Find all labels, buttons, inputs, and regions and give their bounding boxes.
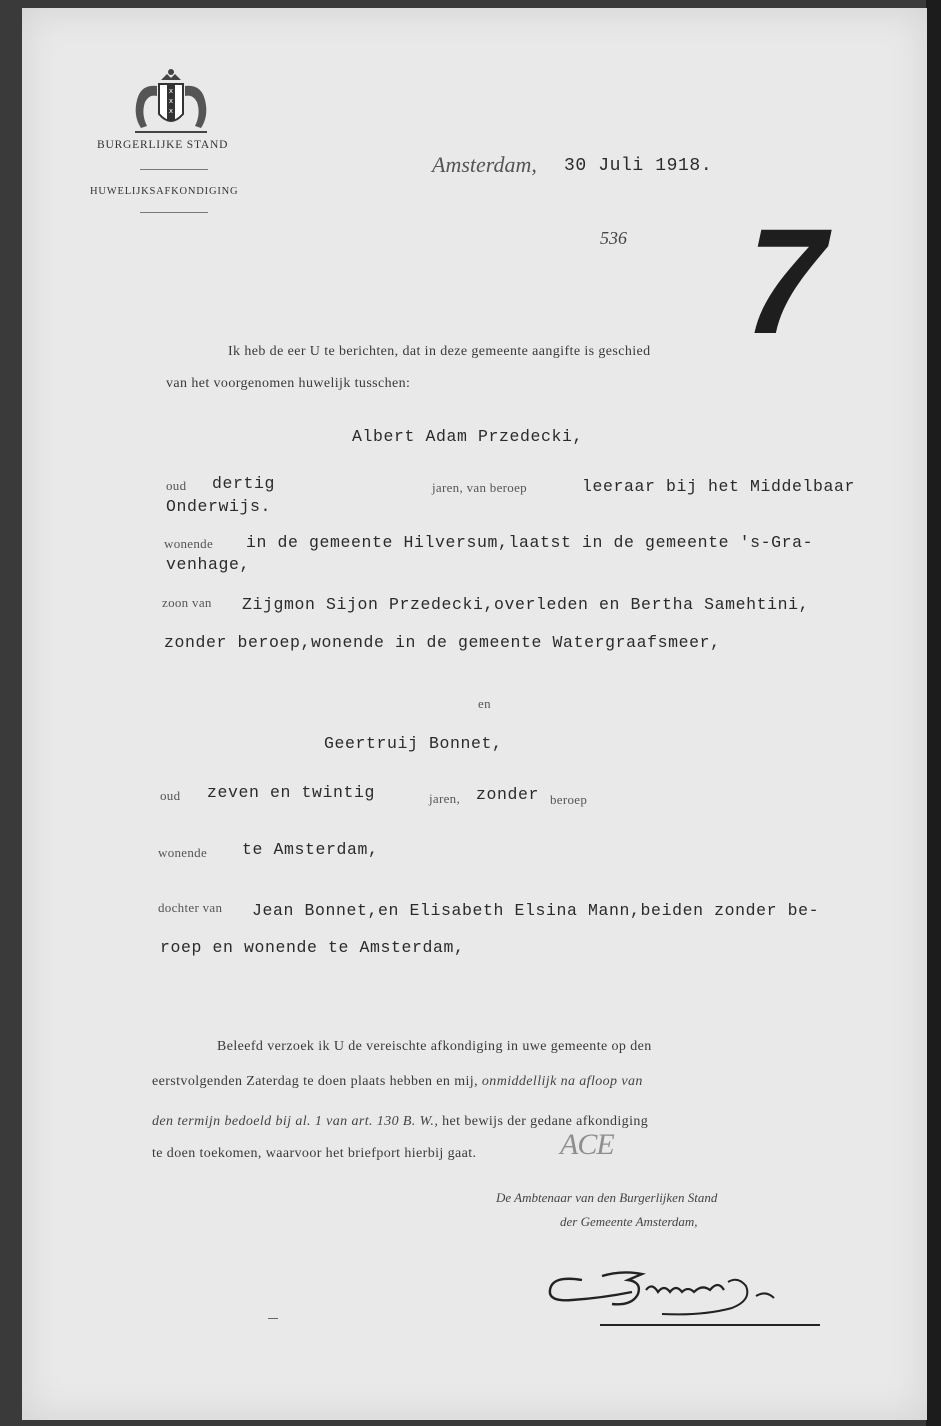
groom-age-label: oud bbox=[166, 478, 187, 493]
groom-profession-cont: Onderwijs. bbox=[166, 497, 272, 516]
conjunction: en bbox=[478, 696, 491, 711]
place-name: Amsterdam, bbox=[432, 152, 537, 177]
groom-residence-label: wonende bbox=[164, 536, 214, 551]
groom-parents-cont: zonder beroep,wonende in de gemeente Watergraafsmeer, bbox=[164, 633, 721, 652]
request-line-2-text: eerstvolgenden Zaterdag te doen plaats hebben en mij, bbox=[152, 1074, 478, 1089]
footer-mark bbox=[268, 1318, 278, 1319]
bride-residence: te Amsterdam, bbox=[242, 840, 379, 859]
request-line-3-text: het bewijs der gedane afkondiging bbox=[442, 1114, 649, 1129]
signature-title-1: De Ambtenaar van den Burgerlijken Stand bbox=[496, 1190, 718, 1205]
bride-years-label: jaren, bbox=[429, 791, 461, 806]
request-line-4: te doen toekomen, waarvoor het briefport hierbij gaat. bbox=[152, 1146, 477, 1161]
bride-age-label: oud bbox=[160, 788, 181, 803]
groom-profession-label: jaren, van beroep bbox=[432, 480, 527, 495]
intro-line-2: van het voorgenomen huwelijk tusschen: bbox=[166, 376, 411, 391]
letterhead-divider bbox=[140, 169, 208, 170]
svg-text:x: x bbox=[168, 97, 174, 105]
bride-parents-label: dochter van bbox=[158, 900, 223, 915]
letter-date: 30 Juli 1918. bbox=[564, 156, 713, 176]
paper-edge-shadow bbox=[926, 0, 941, 1426]
groom-parents: Zijgmon Sijon Przedecki,overleden en Bertha Samehtini, bbox=[242, 595, 810, 614]
letterhead-divider-2 bbox=[140, 212, 208, 213]
reference-number: 536 bbox=[600, 228, 627, 248]
handwritten-signature bbox=[542, 1260, 782, 1330]
document-page bbox=[22, 8, 927, 1420]
margin-number: 7 bbox=[726, 197, 846, 365]
department-title: HUWELIJKSAFKONDIGING bbox=[90, 186, 239, 197]
svg-text:x: x bbox=[168, 107, 174, 115]
request-line-3-italic: den termijn bedoeld bij al. 1 van art. 130 B. W., bbox=[152, 1114, 439, 1129]
office-title: BURGERLIJKE STAND bbox=[97, 139, 229, 151]
pencil-annotation: ACE bbox=[560, 1128, 614, 1161]
amsterdam-coat-of-arms-icon bbox=[127, 66, 215, 138]
bride-age: zeven en twintig bbox=[207, 783, 376, 802]
groom-residence-cont: venhage, bbox=[166, 555, 251, 574]
request-line-2 bbox=[152, 1074, 643, 1090]
bride-beroep-label: beroep bbox=[550, 792, 588, 807]
bride-parents-cont: roep en wonende te Amsterdam, bbox=[160, 938, 465, 957]
bride-residence-label: wonende bbox=[158, 845, 208, 860]
groom-age: dertig bbox=[212, 474, 276, 493]
groom-profession: leeraar bij het Middelbaar bbox=[582, 477, 856, 496]
intro-line-1: Ik heb de eer U te berichten, dat in deze gemeente aangifte is geschied bbox=[228, 344, 651, 359]
signature-title-2: der Gemeente Amsterdam, bbox=[560, 1214, 698, 1229]
svg-text:x: x bbox=[168, 87, 174, 95]
groom-parents-label: zoon van bbox=[162, 595, 212, 610]
bride-parents: Jean Bonnet,en Elisabeth Elsina Mann,beiden zonder be- bbox=[252, 901, 820, 920]
signature-line bbox=[600, 1324, 820, 1326]
request-line-2-italic: onmiddellijk na afloop van bbox=[481, 1074, 643, 1089]
bride-zonder: zonder bbox=[476, 785, 540, 804]
groom-residence: in de gemeente Hilversum,laatst in de gemeente 's-Gra- bbox=[246, 533, 814, 552]
groom-name: Albert Adam Przedecki, bbox=[352, 427, 584, 446]
bride-name: Geertruij Bonnet, bbox=[324, 734, 503, 753]
request-line-1: Beleefd verzoek ik U de vereischte afkondiging in uwe gemeente op den bbox=[217, 1039, 652, 1054]
